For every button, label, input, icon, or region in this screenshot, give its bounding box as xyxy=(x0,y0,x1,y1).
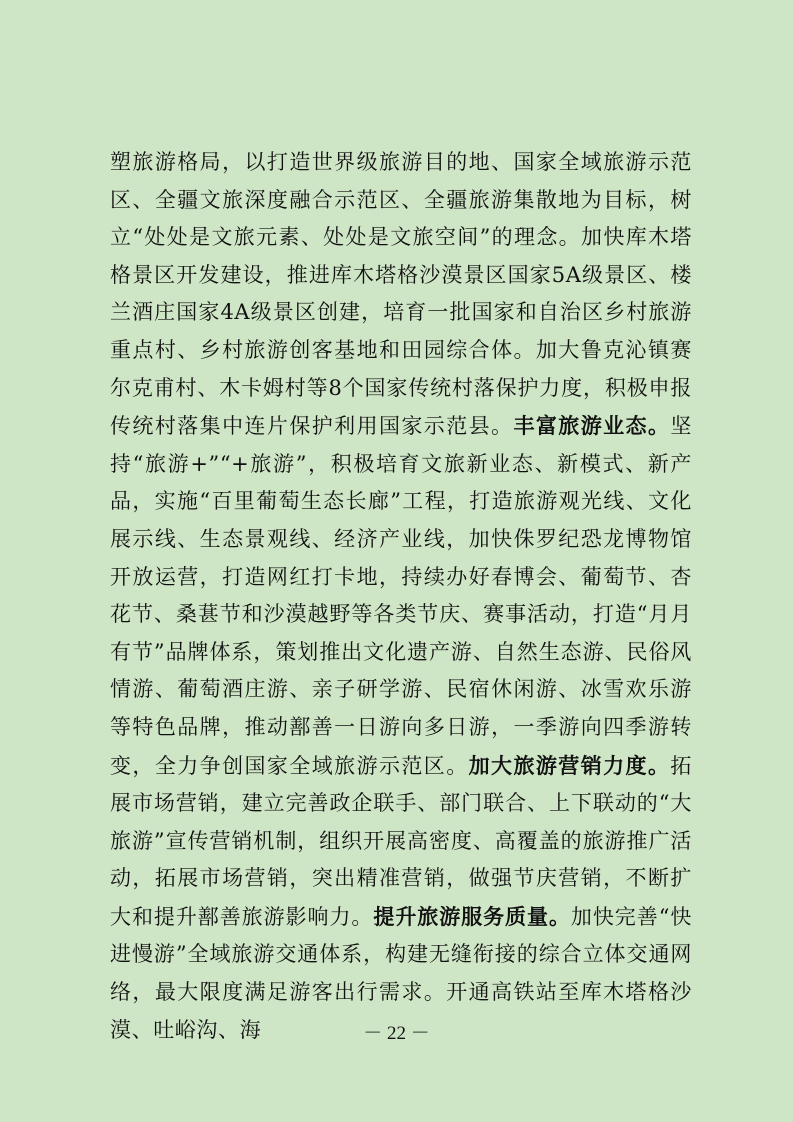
text-segment: 坚持“旅游+”“+旅游”，积极培育文旅新业态、新模式、新产品，实施“百里葡萄生态长廊”工程，打造旅游观光线、文化展示线、生态景观线、经济产业线，加快侏罗纪恐龙博物馆开放运营，打造网红打卡地，持续办好春博会、葡萄节、杏花节、桑葚节和沙漠越野等各类节庆、赛事活动，打造“月月有节”品牌体系，策划推出文化遗产游、自然生态游、民俗风情游、葡萄酒庄游、亲子研学游、民宿休闲游、冰雪欢乐游等特色品牌，推动鄯善一日游向多日游，一季游向四季游转变，全力争创国家全域旅游示范区。 xyxy=(110,414,692,778)
text-segment: 加快完善“快进慢游”全域旅游交通体系，构建无缝衔接的综合立体交通网络，最大限度满足游客出行需求。开通高铁站至库木塔格沙漠、吐峪沟、海 xyxy=(110,904,692,1042)
section-heading-tourism-marketing: 加大旅游营销力度。 xyxy=(468,752,671,778)
text-segment: 拓展市场营销，建立完善政企联手、部门联合、上下联动的“大旅游”宣传营销机制，组织开展高密度、高覆盖的旅游推广活动，拓展市场营销，突出精准营销，做强节庆营销，不断扩大和提升鄯善旅游影响力。 xyxy=(110,753,692,929)
body-paragraph xyxy=(110,144,692,1049)
page-number: － 22 － xyxy=(363,1023,430,1044)
text-segment: 塑旅游格局，以打造世界级旅游目的地、国家全域旅游示范区、全疆文旅深度融合示范区、全疆旅游集散地为目标，树立“处处是文旅元素、处处是文旅空间”的理念。加快库木塔格景区开发建设，推进库木塔格沙漠景区国家5A级景区、楼兰酒庄国家4A级景区创建，培育一批国家和自治区乡村旅游重点村、乡村旅游创客基地和田园综合体。加大鲁克沁镇赛尔克甫村、木卡姆村等8个国家传统村落保护力度，积极申报传统村落集中连片保护利用国家示范县。 xyxy=(110,150,692,439)
section-heading-enrich-tourism-formats: 丰富旅游业态。 xyxy=(513,413,671,439)
section-heading-service-quality: 提升旅游服务质量。 xyxy=(373,903,571,929)
